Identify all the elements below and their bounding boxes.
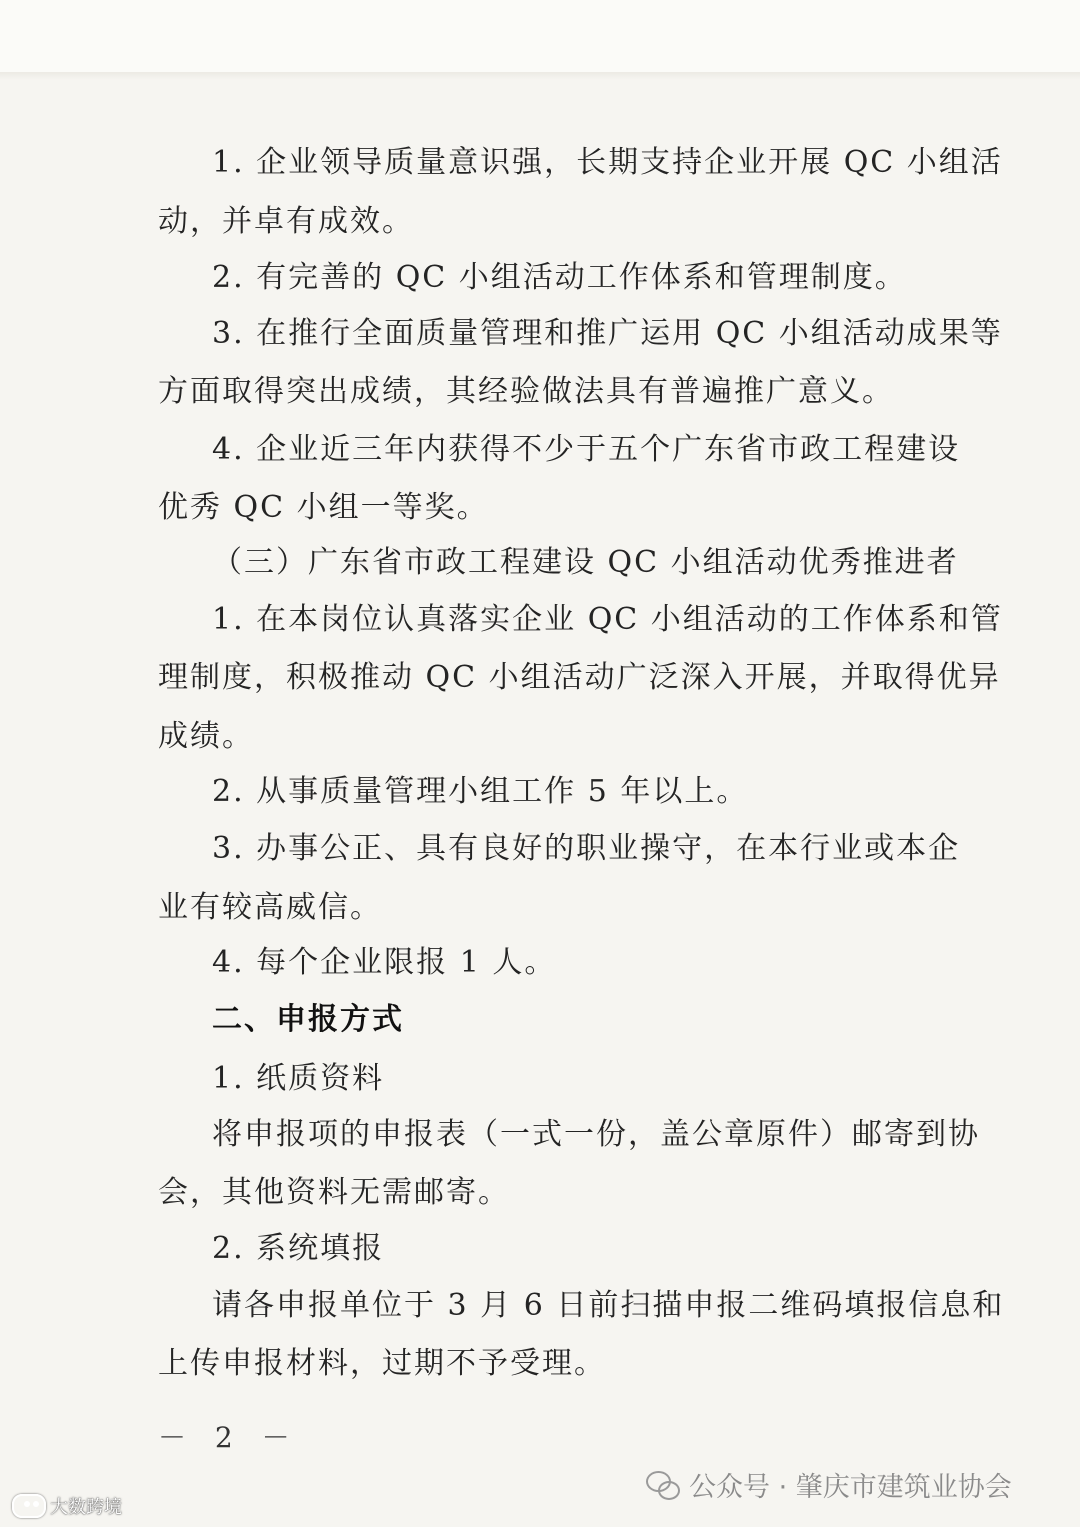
paragraph-line-15: 1. 纸质资料 [212, 1061, 385, 1096]
paragraph-line-20: 上传申报材料，过期不予受理。 [158, 1346, 606, 1381]
paragraph-line-4: 3. 在推行全面质量管理和推广运用 QC 小组活动成果等 [212, 316, 1003, 351]
paragraph-line-5: 方面取得突出成绩，其经验做法具有普遍推广意义。 [158, 374, 894, 409]
paragraph-line-6: 4. 企业近三年内获得不少于五个广东省市政工程建设 [212, 432, 961, 467]
paragraph-line-7: 优秀 QC 小组一等奖。 [158, 490, 489, 525]
source-watermark [12, 1493, 122, 1519]
source-watermark-text: 大数跨境 [50, 1497, 122, 1518]
page-top-edge [0, 0, 1080, 79]
paragraph-line-18: 2. 系统填报 [212, 1231, 385, 1266]
wechat-icon [645, 1469, 679, 1499]
paragraph-line-19: 请各申报单位于 3 月 6 日前扫描申报二维码填报信息和 [212, 1288, 1005, 1323]
section-heading-3: （三）广东省市政工程建设 QC 小组活动优秀推进者 [212, 545, 959, 580]
watermark-text: 公众号 · 肇庆市建筑业协会 [689, 1471, 1012, 1503]
wechat-watermark [645, 1462, 1012, 1506]
paragraph-line-17: 会，其他资料无需邮寄。 [158, 1175, 510, 1210]
paragraph-line-2: 动，并卓有成效。 [158, 204, 414, 239]
paragraph-line-13: 业有较高威信。 [158, 890, 382, 925]
paragraph-line-11: 2. 从事质量管理小组工作 5 年以上。 [212, 774, 749, 809]
paragraph-line-10: 成绩。 [158, 719, 254, 754]
paragraph-line-8: 1. 在本岗位认真落实企业 QC 小组活动的工作体系和管 [212, 602, 1003, 637]
section-heading-apply-method: 二、申报方式 [212, 1002, 404, 1037]
dashu-logo-icon [12, 1494, 46, 1518]
paragraph-line-16: 将申报项的申报表（一式一份，盖公章原件）邮寄到协 [212, 1117, 980, 1152]
paragraph-line-12: 3. 办事公正、具有良好的职业操守，在本行业或本企 [212, 831, 961, 866]
paragraph-line-1: 1. 企业领导质量意识强，长期支持企业开展 QC 小组活 [212, 145, 1003, 180]
paragraph-line-9: 理制度，积极推动 QC 小组活动广泛深入开展，并取得优异 [158, 660, 1001, 695]
page-fold-shadow [0, 72, 1080, 80]
paragraph-line-3: 2. 有完善的 QC 小组活动工作体系和管理制度。 [212, 260, 907, 295]
paragraph-line-14: 4. 每个企业限报 1 人。 [212, 945, 557, 980]
page-number: － 2 － [158, 1421, 300, 1454]
